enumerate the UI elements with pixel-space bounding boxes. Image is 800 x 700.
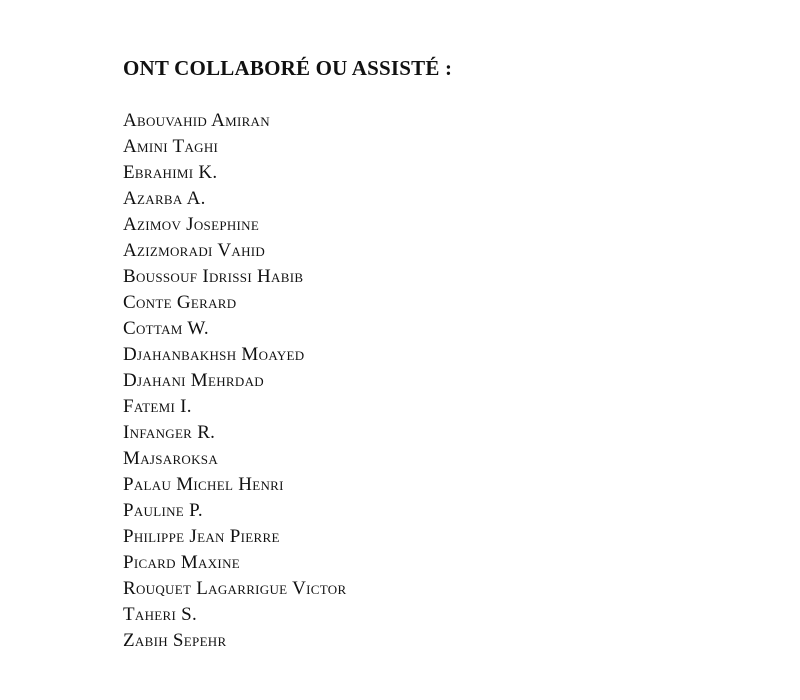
contributor-name: Djahani Mehrdad xyxy=(123,370,264,391)
contributor-name: Pauline P. xyxy=(123,500,203,521)
contributor-name: Azarba A. xyxy=(123,188,206,209)
contributor-name: Zabih Sepehr xyxy=(123,630,227,651)
contributor-name: Abouvahid Amiran xyxy=(123,110,270,131)
contributor-name: Picard Maxine xyxy=(123,552,240,573)
contributor-name: Palau Michel Henri xyxy=(123,474,284,495)
contributor-name: Djahanbakhsh Moayed xyxy=(123,344,305,365)
contributor-name: Majsaroksa xyxy=(123,448,219,469)
contributor-name: Conte Gerard xyxy=(123,292,237,313)
contributor-name: Infanger R. xyxy=(123,422,216,443)
contributor-name: Taheri S. xyxy=(123,604,198,625)
contributor-name: Ebrahimi K. xyxy=(123,162,218,183)
contributor-name: Azizmoradi Vahid xyxy=(123,240,266,261)
contributor-name: Rouquet Lagarrigue Victor xyxy=(123,578,347,599)
contributor-name: Cottam W. xyxy=(123,318,209,339)
page-heading: ONT COLLABORÉ OU ASSISTÉ : xyxy=(123,56,453,80)
contributor-name: Philippe Jean Pierre xyxy=(123,526,280,547)
contributor-name: Fatemi I. xyxy=(123,396,192,417)
contributor-name: Amini Taghi xyxy=(123,136,219,157)
contributor-name: Boussouf Idrissi Habib xyxy=(123,266,304,287)
contributor-name: Azimov Josephine xyxy=(123,214,260,235)
contributors-list xyxy=(123,108,346,654)
